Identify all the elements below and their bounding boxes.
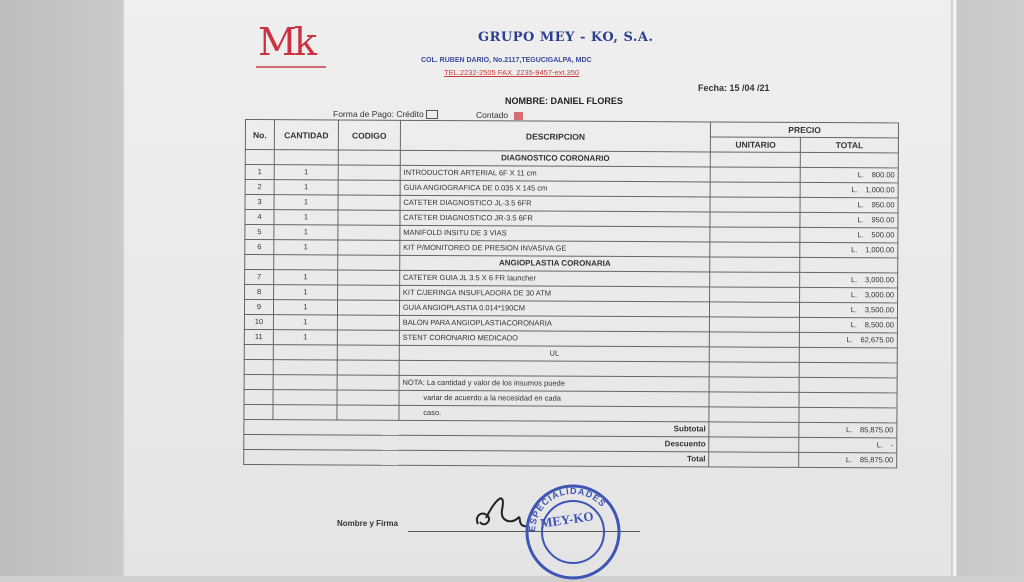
nota-line-1: NOTA: La cantidad y valor de los insumos puede <box>399 375 710 392</box>
currency-label: L. <box>850 290 858 300</box>
row-qty: 1 <box>274 165 338 180</box>
descuento-label: Descuento <box>244 434 709 451</box>
row-qty: 1 <box>273 330 337 345</box>
row-qty: 1 <box>274 240 338 255</box>
header-total: TOTAL <box>800 137 898 153</box>
row-desc: GUIA ANGIOGRAFICA DE 0.035 X 145 cm <box>400 180 711 197</box>
row-total: 500.00 <box>871 230 895 240</box>
row-total: 1,000.00 <box>865 185 895 195</box>
currency-label: L. <box>845 455 853 465</box>
subtotal-value: 85,875.00 <box>859 425 894 435</box>
row-total-cell <box>800 287 898 303</box>
row-no: 7 <box>245 270 274 285</box>
header-descripcion: DESCRIPCION <box>400 120 711 152</box>
row-total-cell <box>800 197 898 213</box>
row-desc: CATETER GUIA JL 3.5 X 6 FR launcher <box>399 270 710 287</box>
row-no: 3 <box>245 195 274 210</box>
row-desc: CATETER DIAGNOSTICO JL-3.5 6FR <box>400 195 711 212</box>
row-desc: BALON PARA ANGIOPLASTIACORONARIA <box>399 315 710 332</box>
row-unitario <box>710 197 800 212</box>
table-header-row <box>245 120 898 138</box>
header-precio: PRECIO <box>711 122 899 138</box>
row-desc: KIT C/JERINGA INSUFLADORA DE 30 ATM <box>399 285 710 302</box>
row-desc: CATETER DIAGNOSTICO JR-3.5 6FR <box>400 210 711 227</box>
section-angioplastia: ANGIOPLASTIA CORONARIA <box>400 255 711 272</box>
fecha-value: 15 /04 /21 <box>729 83 770 93</box>
row-unitario <box>710 182 800 197</box>
contado-label: Contado <box>476 110 509 120</box>
row-qty: 1 <box>273 315 337 330</box>
row-desc: GUIA ANGIOPLASTIA 0.014*190CM <box>399 300 710 317</box>
forma-pago-label: Forma de Pago: <box>333 109 394 119</box>
background-left <box>0 0 122 576</box>
row-total-cell <box>800 302 898 318</box>
invoice-table <box>243 119 899 468</box>
row-no: 2 <box>245 180 274 195</box>
total-row <box>244 449 897 467</box>
currency-label: L. <box>851 245 858 255</box>
nombre-value: DANIEL FLORES <box>550 96 623 106</box>
row-no: 11 <box>244 329 273 344</box>
row-no: 6 <box>245 240 274 255</box>
row-codigo <box>338 210 400 225</box>
currency-label: L. <box>845 425 853 435</box>
customer-name <box>505 96 623 106</box>
total-label: Total <box>244 449 709 466</box>
row-total-cell <box>800 182 898 198</box>
row-codigo <box>337 285 399 300</box>
row-unitario <box>710 212 800 227</box>
descuento-cell <box>799 437 897 453</box>
row-total: 8,500.00 <box>864 320 894 330</box>
company-address: COL. RUBEN DARIO, No.2117,TEGUCIGALPA, MDC <box>421 57 592 64</box>
row-total: 950.00 <box>871 200 895 210</box>
row-unitario <box>710 287 800 302</box>
row-codigo <box>338 225 400 240</box>
firma-label: Nombre y Firma <box>337 519 398 528</box>
currency-label: L. <box>857 170 865 180</box>
row-qty: 1 <box>273 300 337 315</box>
payment-method <box>333 109 438 119</box>
credito-label: Crédito <box>396 109 424 119</box>
header-codigo: CODIGO <box>338 120 400 150</box>
header-unitario: UNITARIO <box>711 137 801 152</box>
currency-label: L. <box>857 215 864 225</box>
row-total-cell <box>800 212 898 228</box>
row-total-cell <box>800 317 898 333</box>
row-total-cell <box>800 272 898 288</box>
company-logo: Mk <box>258 20 314 64</box>
stamp-text: MEY-KO <box>539 508 595 531</box>
company-stamp <box>523 482 623 582</box>
row-unitario <box>710 167 800 182</box>
section-diagnostico: DIAGNOSTICO CORONARIO <box>400 150 711 167</box>
company-phone: TEL.2232-2505 FAX. 2235-9457-ext.350 <box>444 68 580 77</box>
row-total-cell <box>800 227 898 243</box>
row-codigo <box>338 180 400 195</box>
currency-label: L. <box>857 200 864 210</box>
row-no: 1 <box>245 165 274 180</box>
row-codigo <box>337 330 399 345</box>
invoice-date <box>698 83 770 93</box>
ul-mark: UL <box>399 345 710 362</box>
row-qty: 1 <box>274 195 338 210</box>
subtotal-cell <box>799 422 897 438</box>
row-no: 9 <box>244 300 273 315</box>
currency-label: L. <box>876 440 884 450</box>
descuento-value: - <box>890 440 894 450</box>
row-codigo <box>337 300 399 315</box>
currency-label: L. <box>846 335 853 345</box>
row-desc: STENT CORONARIO MEDICADO <box>399 330 710 347</box>
row-unitario <box>710 227 800 242</box>
row-no: 5 <box>245 225 274 240</box>
row-unitario <box>710 242 800 257</box>
total-cell <box>799 452 897 468</box>
row-qty: 1 <box>274 270 338 285</box>
row-codigo <box>338 240 400 255</box>
row-qty: 1 <box>274 225 338 240</box>
currency-label: L. <box>850 305 858 315</box>
row-total-cell <box>799 332 897 348</box>
row-total: 1,000.00 <box>865 245 895 255</box>
total-value: 85,875.00 <box>859 455 894 465</box>
credito-checkbox <box>426 110 438 119</box>
row-desc: INTRODUCTOR ARTERIAL 6F X 11 cm <box>400 165 711 182</box>
row-total-cell <box>800 167 898 183</box>
row-no: 10 <box>244 314 273 329</box>
currency-label: L. <box>850 275 858 285</box>
row-qty: 1 <box>274 285 338 300</box>
row-total: 3,000.00 <box>864 290 895 300</box>
row-total: 950.00 <box>871 215 895 225</box>
header-no: No. <box>245 120 274 150</box>
row-codigo <box>338 270 400 285</box>
row-total: 62,675.00 <box>860 335 894 345</box>
row-total: 3,500.00 <box>864 305 895 315</box>
nota-line-3: caso. <box>399 405 710 422</box>
row-unitario <box>710 302 800 317</box>
stamp-ring-text: ESPECIALIDADES <box>526 485 609 533</box>
logo-underline <box>256 66 326 68</box>
currency-label: L. <box>857 230 864 240</box>
payment-contado <box>476 110 523 120</box>
row-unitario <box>710 332 800 347</box>
row-desc: KIT P/MONITOREO DE PRESION INVASIVA GE <box>400 240 711 257</box>
row-no: 4 <box>245 210 274 225</box>
nota-line-2: variar de acuerdo a la necesidad en cada <box>399 390 710 407</box>
header-cantidad: CANTIDAD <box>274 120 338 150</box>
subtotal-label: Subtotal <box>244 419 709 436</box>
row-qty: 1 <box>274 180 338 195</box>
row-qty: 1 <box>274 210 338 225</box>
row-unitario <box>710 272 800 287</box>
row-unitario <box>710 317 800 332</box>
company-name: GRUPO MEY - KO, S.A. <box>478 30 654 45</box>
background-right <box>953 0 1024 576</box>
row-codigo <box>338 165 400 180</box>
row-desc: MANIFOLD INSITU DE 3 VIAS <box>400 225 711 242</box>
contado-checkbox <box>514 112 523 120</box>
row-total: 800.00 <box>871 170 895 180</box>
row-codigo <box>338 195 400 210</box>
row-codigo <box>337 315 399 330</box>
row-no: 8 <box>245 285 274 300</box>
currency-label: L. <box>851 185 858 195</box>
currency-label: L. <box>850 320 858 330</box>
nombre-label: NOMBRE: <box>505 96 548 106</box>
fecha-label: Fecha: <box>698 83 728 93</box>
row-total: 3,000.00 <box>864 275 895 285</box>
row-total-cell <box>800 242 898 258</box>
